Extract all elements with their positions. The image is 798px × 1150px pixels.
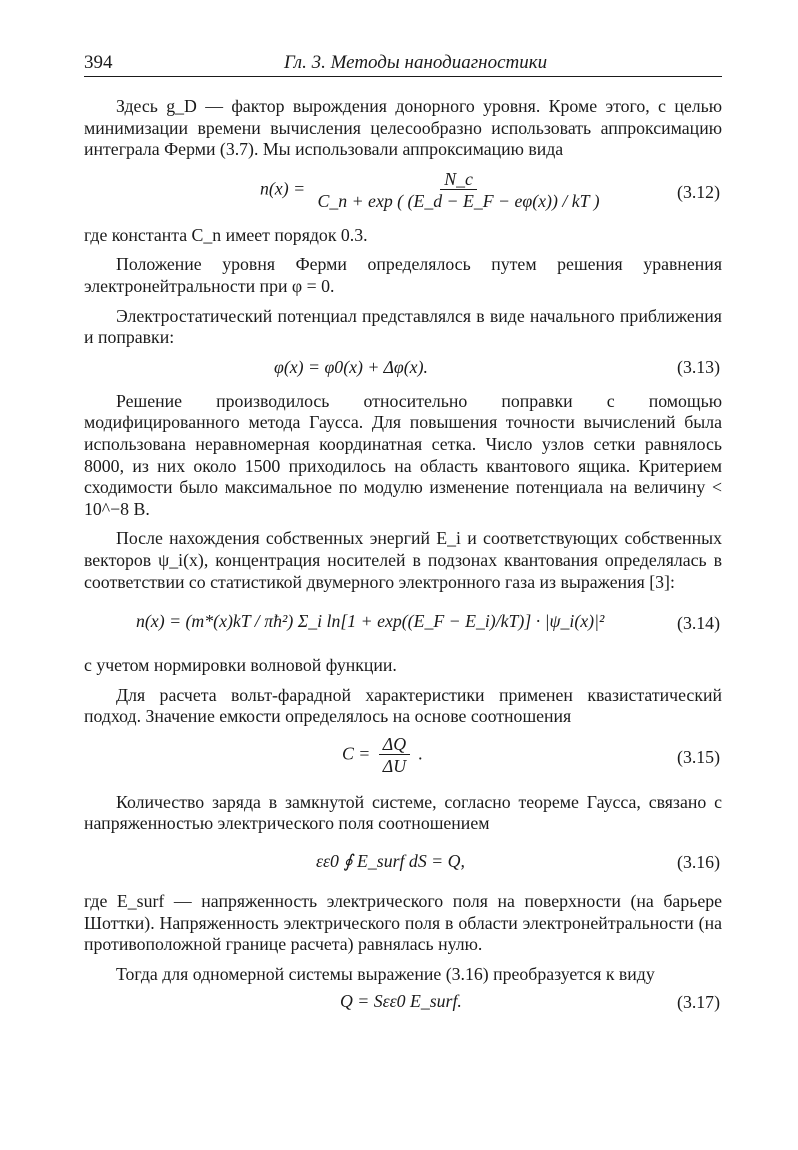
paragraph: где E_surf — напряженность электрического поля на поверхности (на барьере Шоттки). Напряженность электрического поля в области электронейтральности (на противоположной границе расчета) равнялась нулю. bbox=[84, 891, 722, 955]
equation-3-14 bbox=[84, 597, 722, 651]
equation-number: (3.15) bbox=[677, 747, 720, 768]
main-text bbox=[84, 96, 722, 1021]
paragraph: где константа C_n имеет порядок 0.3. bbox=[84, 224, 368, 245]
eq-lhs: n(x) = bbox=[260, 178, 306, 199]
equation-number: (3.16) bbox=[677, 852, 720, 873]
equation-expression: n(x) = (m*(x)kT / πħ²) Σ_i ln[1 + exp((E_F − E_i)/kT)] · |ψ_i(x)|² bbox=[136, 611, 605, 632]
equation-number: (3.13) bbox=[677, 356, 720, 377]
eq-tail: . bbox=[418, 743, 423, 764]
paragraph: Решение производилось относительно поправки с помощью модифицированного метода Гаусса. Для повышения точности вычислений была использована неравномерная координатная сетка. Число узлов сетки равнялось 8000, из них около 1500 приходилось на область квантового ящика. Критерием сходимости было максимальное по модулю изменение потенциала на величину < 10^−8 В. bbox=[84, 390, 722, 519]
numerator: N_c bbox=[440, 169, 477, 190]
denominator: ΔU bbox=[382, 755, 407, 776]
paragraph: Количество заряда в замкнутой системе, согласно теореме Гаусса, связано с напряженностью электрического поля соотношением bbox=[84, 791, 722, 834]
equation-3-12 bbox=[84, 165, 722, 221]
equation-expression: εε0 ∮ E_surf dS = Q, bbox=[316, 851, 465, 872]
numerator: ΔQ bbox=[379, 734, 410, 755]
paragraph: с учетом нормировки волновой функции. bbox=[84, 655, 397, 676]
equation-3-15 bbox=[84, 732, 722, 784]
equation-3-13 bbox=[84, 353, 722, 383]
fraction bbox=[379, 734, 410, 777]
running-title: Гл. 3. Методы нанодиагностики bbox=[284, 52, 548, 73]
equation-number: (3.12) bbox=[677, 181, 720, 202]
equation-expression: φ(x) = φ0(x) + Δφ(x). bbox=[274, 356, 428, 377]
eq-lhs: C = bbox=[342, 743, 371, 764]
running-header bbox=[84, 52, 722, 77]
page-number: 394 bbox=[84, 52, 113, 73]
fraction bbox=[314, 169, 604, 212]
equation-number: (3.17) bbox=[677, 992, 720, 1013]
paragraph: После нахождения собственных энергий E_i и соответствующих собственных векторов ψ_i(x), концентрация носителей в подзонах квантования определялась в соответствии со статистикой двумерного электронного газа из выражения [3]: bbox=[84, 528, 722, 592]
equation-3-17 bbox=[84, 989, 722, 1017]
paragraph: Тогда для одномерной системы выражение (3.16) преобразуется к виду bbox=[116, 963, 655, 984]
equation-expression: Q = Sεε0 E_surf. bbox=[340, 991, 462, 1012]
paragraph: Здесь g_D — фактор вырождения донорного уровня. Кроме этого, с целью минимизации времени вычисления целесообразно использовать аппроксимацию интеграла Ферми (3.7). Мы использовали аппроксимацию вида bbox=[84, 96, 722, 160]
paragraph: Электростатический потенциал представлялся в виде начального приближения и поправки: bbox=[84, 305, 722, 348]
equation-number: (3.14) bbox=[677, 613, 720, 634]
paragraph: Положение уровня Ферми определялось путем решения уравнения электронейтральности при φ = 0. bbox=[84, 254, 722, 296]
equation-3-16 bbox=[84, 839, 722, 887]
denominator: C_n + exp ( (E_d − E_F − eφ(x)) / kT ) bbox=[317, 190, 600, 211]
paragraph: Для расчета вольт-фарадной характеристики применен квазистатический подход. Значение емкости определялось на основе соотношения bbox=[84, 684, 722, 727]
